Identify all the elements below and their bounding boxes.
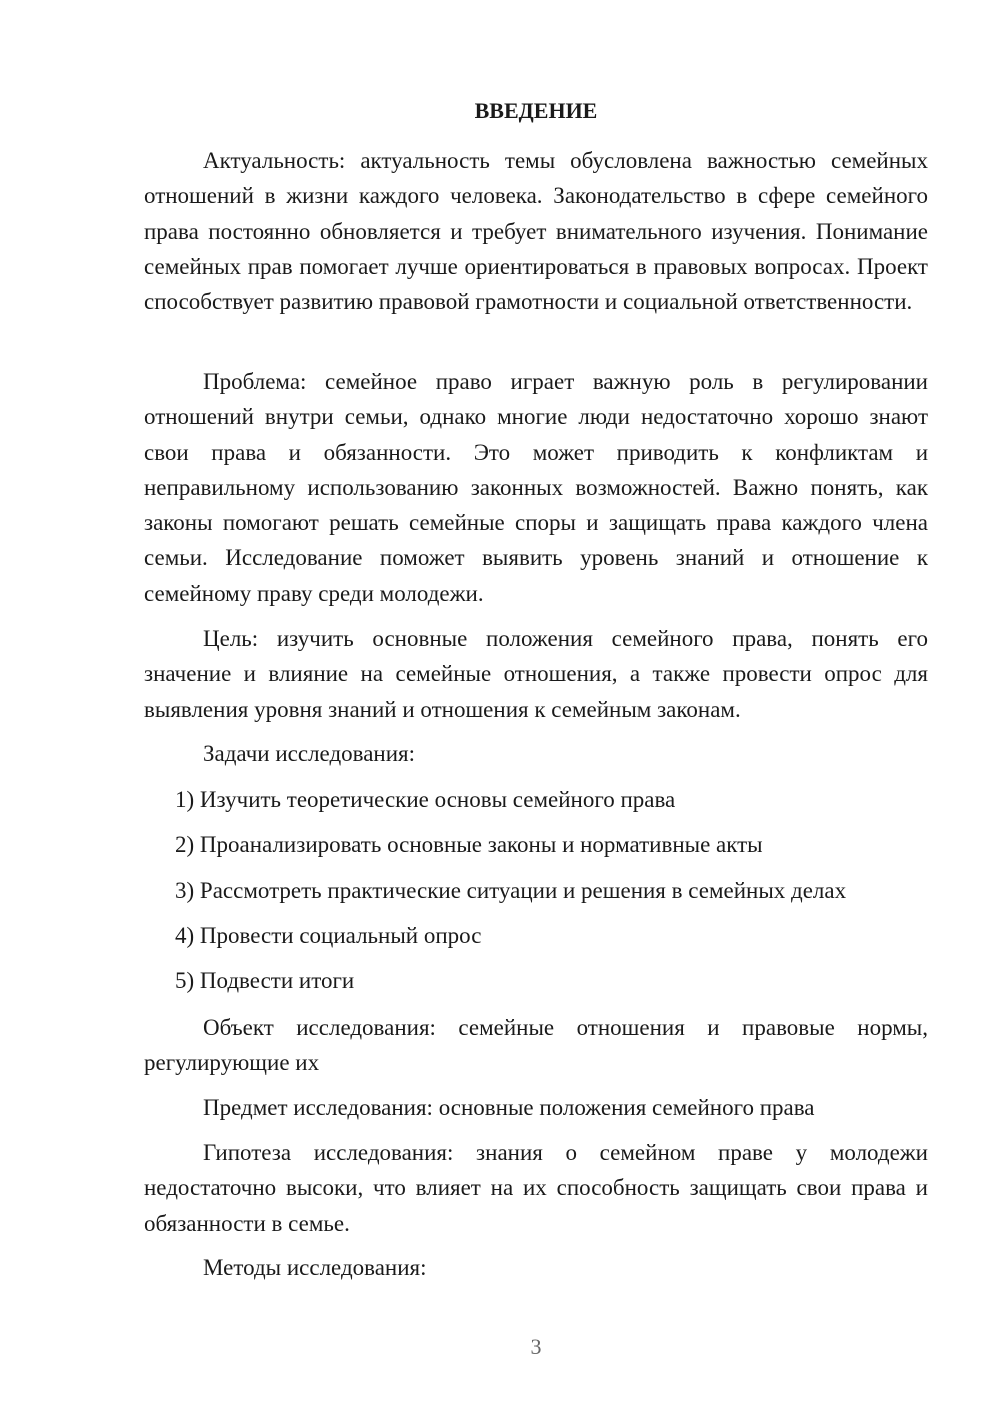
problem-block — [144, 364, 928, 611]
methods-title: Методы исследования: — [203, 1255, 427, 1280]
object-paragraph: Объект исследования: семейные отношения и правовые нормы, регулирующие их — [144, 1015, 928, 1076]
task-item-5: 5) Подвести итоги — [175, 968, 355, 993]
goal-paragraph: Цель: изучить основные положения семейного права, понять его значение и влияние на семейные отношения, а также провести опрос для выявления уровня знаний и отношения к семейным законам. — [144, 626, 928, 722]
tasks-title: Задачи исследования: — [203, 741, 416, 766]
relevance-paragraph: Актуальность: актуальность темы обусловлена важностью семейных отношений в жизни каждого человека. Законодательство в сфере семейного права постоянно обновляется и требует внимательного изучения. Понимание семейных прав помогает лучше ориентироваться в правовых вопросах. Проект способствует развитию правовой грамотности и социальной ответственности. — [144, 148, 928, 315]
problem-paragraph: Проблема: семейное право играет важную роль в регулировании отношений внутри семьи, однако многие люди недостаточно хорошо знают свои права и обязанности. Это может приводить к конфликтам и неправильному использованию законных возможностей. Важно понять, как законы помогают решать семейные споры и защищать права каждого члена семьи. Исследование поможет выявить уровень знаний и отношение к семейному праву среди молодежи. — [144, 369, 928, 606]
hypothesis-paragraph: Гипотеза исследования: знания о семейном праве у молодежи недостаточно высоки, что влияет на их способность защищать свои права и обязанности в семье. — [144, 1140, 928, 1236]
task-item-1: 1) Изучить теоретические основы семейного права — [175, 787, 676, 812]
goal-block — [144, 621, 928, 727]
relevance-block — [144, 143, 928, 319]
subject-paragraph: Предмет исследования: основные положения семейного права — [203, 1095, 815, 1120]
object-block — [144, 1010, 928, 1081]
task-item-4: 4) Провести социальный опрос — [175, 923, 482, 948]
hypothesis-block — [144, 1135, 928, 1241]
section-heading: ВВЕДЕНИЕ — [474, 98, 598, 123]
task-item-3: 3) Рассмотреть практические ситуации и решения в семейных делах — [175, 878, 847, 903]
page-number: 3 — [530, 1334, 542, 1359]
task-item-2: 2) Проанализировать основные законы и нормативные акты — [175, 832, 763, 857]
